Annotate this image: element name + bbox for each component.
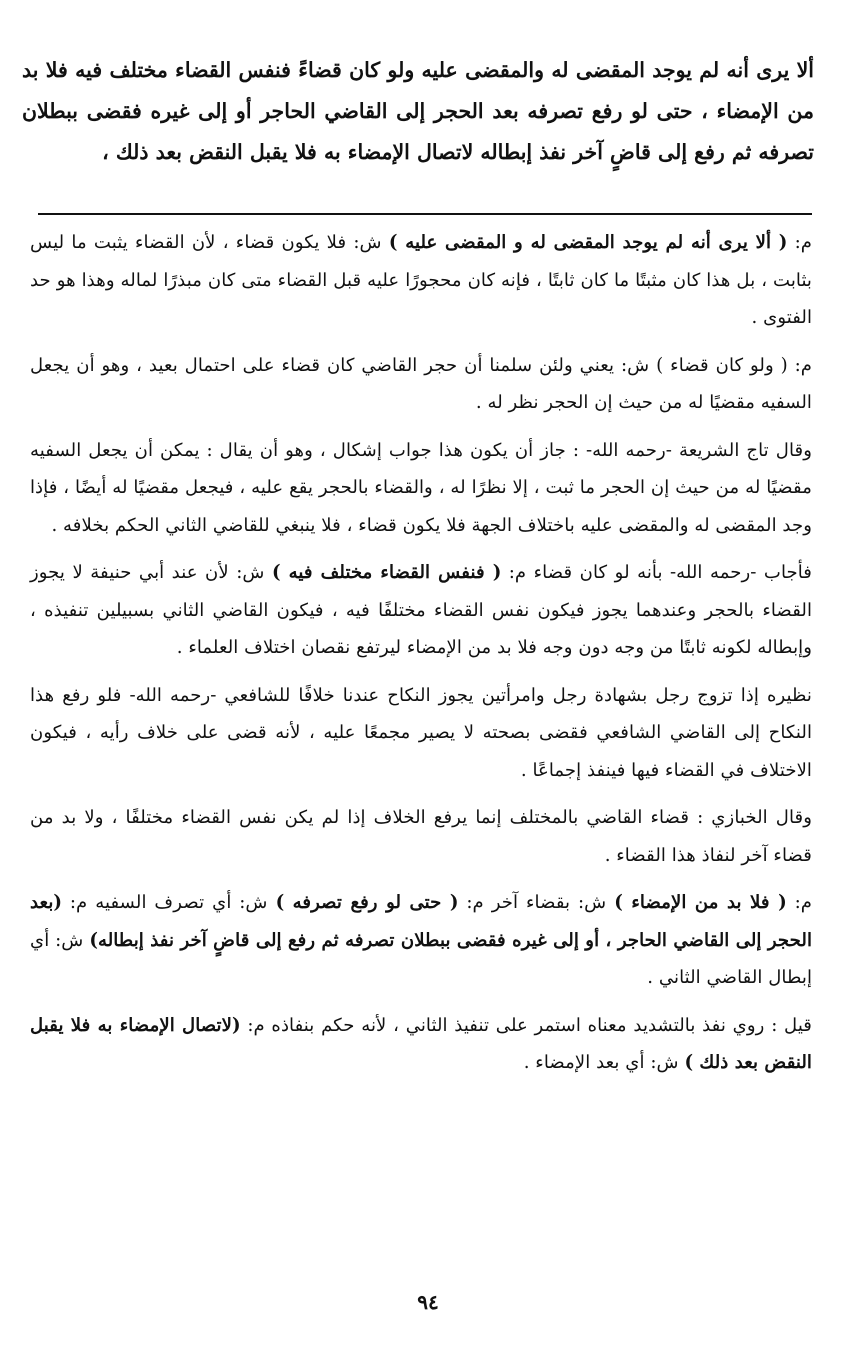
commentary-text: م: ( ولو كان قضاء ) ش: يعني ولئن سلمنا أن حجر القاضي كان قضاء على احتمال بعيد ، وهو أن يجعل السفيه مقضيًا له من حيث إن الحجر نظر له . [30,354,812,413]
commentary-text: نظيره إذا تزوج رجل بشهادة رجل وامرأتين يجوز النكاح عندنا خلافًا للشافعي -رحمه الله- فلو رفع هذا النكاح إلى القاضي الشافعي فقضى بصحته لا يصير مجمعًا عليه ، لأنه قضى على خلاف رأيه ، فيكون الاختلاف في القضاء فيها فينفذ إجماعًا . [30,684,812,781]
commentary-paragraph-3 [30,432,812,545]
separator-line [38,213,812,215]
commentary-text: ش: أي بعد الإمضاء . [523,1052,685,1073]
page-number: ٩٤ [417,1290,439,1314]
quoted-main-text: ( فلا بد من الإمضاء ) [614,892,787,913]
commentary-text: ش: أي إبطال القاضي الثاني . [30,929,812,988]
commentary-paragraph-7 [30,884,812,997]
commentary-text: قيل : روي نفذ بالتشديد معناه استمر على تنفيذ الثاني ، لأنه حكم بنفاذه م: [240,1014,813,1036]
main-text-block [22,50,814,173]
commentary-text: م: [786,892,813,913]
main-text-paragraph: ألا يرى أنه لم يوجد المقضى له والمقضى عليه ولو كان قضاءً فنفس القضاء مختلف فيه فلا بد من الإمضاء ، حتى لو رفع تصرفه بعد الحجر إلى القاضي الحاجر أو إلى غيره فقضى ببطلان تصرفه ثم رفع إلى قاضٍ آخر نفذ إبطاله لاتصال الإمضاء به فلا يقبل النقض بعد ذلك ، [22,58,814,164]
commentary-text: فأجاب -رحمه الله- بأنه لو كان قضاء م: [501,562,812,583]
commentary-text: م: [787,232,813,253]
quoted-main-text: ( حتى لو رفع تصرفه ) [275,892,459,913]
commentary-text: ش: لأن عند أبي حنيفة لا يجوز القضاء بالحجر وعندهما يجوز فيكون نفس القضاء مختلفًا فيه ، فيكون القاضي الثاني بسبيلين تنفيذه ، وإبطاله لكونه ثابتًا من وجه دون وجه فلا بد من الإمضاء ليرتفع نقصان اختلاف العلماء . [30,562,812,658]
commentary-paragraph-6 [30,799,812,874]
commentary-text: ش: فلا يكون قضاء ، لأن القضاء يثبت ما ليس بثابت ، بل هذا كان مثبتًا ما كان ثابتًا ، فإنه كان محجورًا عليه قبل القضاء متى كان مبذرًا لماله وهذا هو حد الفتوى . [30,232,812,328]
quoted-main-text: (لاتصال الإمضاء به فلا يقبل النقض بعد ذلك ) [30,1014,812,1073]
commentary-paragraph-8 [30,1007,812,1082]
quoted-main-text: ( ألا يرى أنه لم يوجد المقضى له و المقضى عليه ) [388,232,788,253]
quoted-main-text: ( فنفس القضاء مختلف فيه ) [272,562,502,583]
commentary-paragraph-4 [30,554,812,667]
quoted-main-text: (بعد الحجر إلى القاضي الحاجر ، أو إلى غيره فقضى ببطلان تصرفه ثم رفع إلى قاضٍ آخر نفذ إبطاله) [30,892,812,951]
commentary-paragraph-5 [30,677,812,790]
commentary-paragraph-1 [30,224,812,337]
commentary-text: ش: بقضاء آخر م: [458,892,615,913]
commentary-text: وقال تاج الشريعة -رحمه الله- : جاز أن يكون هذا جواب إشكال ، وهو أن يقال : يمكن أن يجعل السفيه مقضيًا له من حيث إن الحجر ما ثبت ، إلا نظرًا له ، والقضاء بالحجر يقع عليه ، فيجعل مقضيًا له أيضًا ، فإذا وجد المقضى له والمقضى عليه باختلاف الجهة فلا يكون قضاء ، فلا ينبغي للقاضي الثاني الحكم بخلافه . [30,439,812,536]
commentary-block [30,224,812,1092]
commentary-text: وقال الخبازي : قضاء القاضي بالمختلف إنما يرفع الخلاف إذا لم يكن نفس القضاء مختلفًا ، ولا بد من قضاء آخر لنفاذ هذا القضاء . [30,807,812,866]
commentary-text: ش: أي تصرف السفيه م: [62,892,276,913]
commentary-paragraph-2 [30,347,812,422]
